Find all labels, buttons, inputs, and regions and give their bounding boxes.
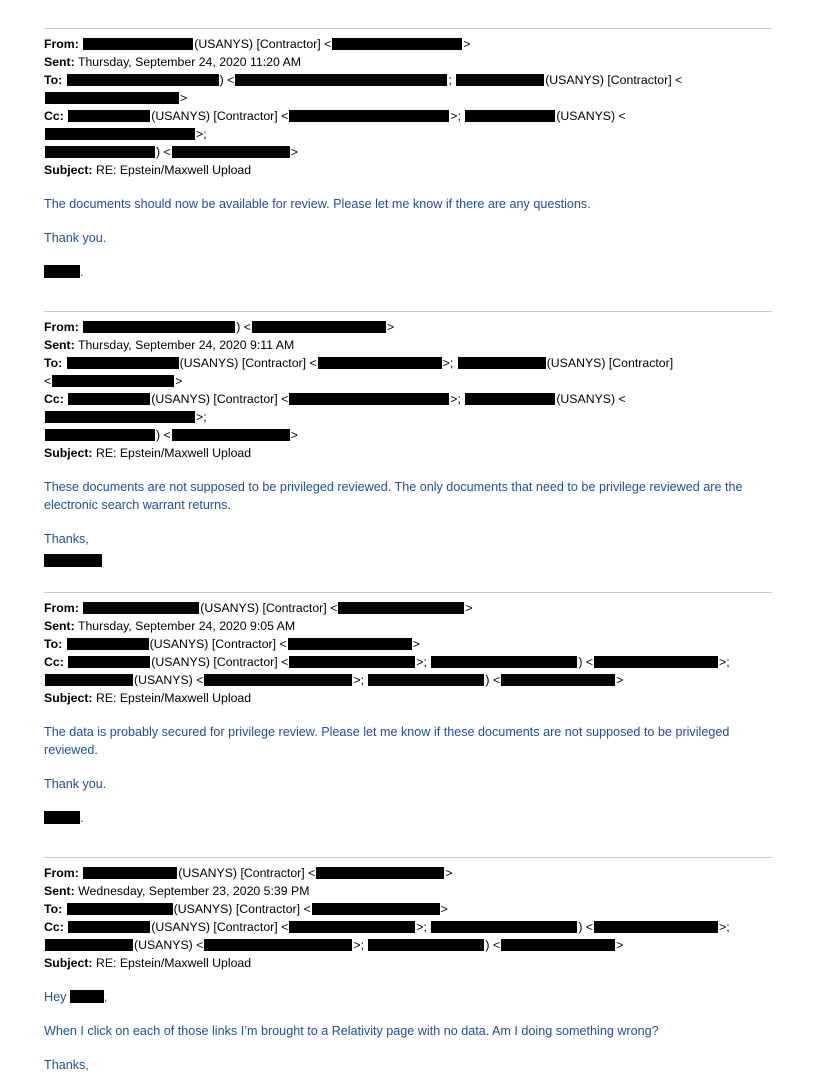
redaction-block (289, 656, 415, 668)
angle-close: > (180, 91, 188, 105)
paren-close: ) (219, 73, 224, 87)
redaction-block (68, 110, 150, 122)
semicolon: ; (360, 673, 364, 687)
usanys-contractor-text: (USANYS) [Contractor] < (194, 37, 332, 51)
from-label: From: (44, 601, 79, 615)
header-from-line (44, 318, 772, 336)
redaction-block (45, 939, 133, 951)
angle-open: < (243, 320, 251, 334)
redaction-block (83, 867, 177, 879)
redaction-block (67, 903, 173, 915)
message-gap (44, 570, 772, 592)
header-cc-line (44, 390, 772, 426)
email-message-3 (44, 592, 772, 827)
header-sent-line (44, 53, 772, 71)
angle-open: < (196, 673, 204, 687)
to-label: To: (44, 356, 63, 370)
sent-value: Thursday, September 24, 2020 11:20 AM (77, 55, 302, 69)
greeting-trailing: , (103, 990, 108, 1004)
angle-close: > (450, 392, 458, 406)
semicolon: ; (726, 655, 730, 669)
message-1-body-paragraph-2: Thank you. (44, 231, 107, 245)
redaction-block (289, 921, 415, 933)
angle-open: < (492, 938, 501, 952)
semicolon: ; (423, 920, 427, 934)
redaction-block (45, 411, 195, 423)
angle-open: < (585, 655, 594, 669)
usanys-contractor: (USANYS) [Contractor] (151, 655, 278, 669)
redaction-block (289, 110, 449, 122)
message-2-body-paragraph-1: These documents are not supposed to be privileged reviewed. The only documents that need to be privilege reviewed are the electronic search warrant returns. (44, 480, 743, 512)
header-from-line (44, 864, 772, 882)
header-from-line (44, 35, 772, 53)
usanys: (USANYS) (556, 392, 616, 406)
redaction-block (44, 811, 80, 824)
angle-close: > (412, 637, 420, 651)
from-label: From: (44, 37, 79, 51)
angle-open: < (281, 655, 289, 669)
signature-trailing: . (80, 265, 84, 279)
angle-open: < (281, 392, 289, 406)
redaction-block (235, 74, 447, 86)
angle-close: > (719, 920, 727, 934)
redaction-block (68, 393, 150, 405)
usanys-contractor: (USANYS) [Contractor] (151, 392, 278, 406)
redaction-block (431, 921, 577, 933)
message-gap (44, 827, 772, 857)
semicolon: ; (457, 392, 461, 406)
sent-label: Sent: (44, 619, 75, 633)
usanys: (USANYS) (134, 673, 193, 687)
redaction-block (318, 357, 442, 369)
usanys: (USANYS) (556, 109, 616, 123)
redaction-block (289, 393, 449, 405)
redaction-block (368, 674, 484, 686)
redaction-block (252, 321, 386, 333)
usanys-contractor: (USANYS) [Contractor] (200, 601, 327, 615)
angle-open: < (675, 73, 683, 87)
redaction-block (316, 867, 444, 879)
sent-value: Thursday, September 24, 2020 9:11 AM (77, 338, 295, 352)
greeting-text: Hey (44, 990, 67, 1004)
header-sent-line (44, 882, 772, 900)
signature-trailing: . (80, 811, 84, 825)
header-cc-line-2 (44, 671, 772, 689)
angle-close: > (450, 109, 458, 123)
message-1-signature (44, 263, 759, 281)
paren-close: ) (156, 428, 161, 442)
angle-open: < (618, 109, 626, 123)
angle-close: > (353, 673, 361, 687)
angle-close: > (386, 320, 395, 334)
message-2-signature (44, 552, 759, 570)
redaction-block (501, 674, 615, 686)
angle-open: < (618, 392, 626, 406)
subject-value: RE: Epstein/Maxwell Upload (95, 446, 252, 460)
header-from-line (44, 599, 772, 617)
redaction-block (52, 375, 174, 387)
angle-close: > (616, 938, 624, 952)
angle-open: < (585, 920, 594, 934)
redaction-block (501, 939, 615, 951)
header-cc-line-2 (44, 143, 772, 161)
cc-label: Cc: (44, 392, 64, 406)
redaction-block (45, 128, 195, 140)
usanys-contractor: (USANYS) [Contractor] (178, 866, 305, 880)
redaction-block (67, 74, 219, 86)
message-3-body-paragraph-2: Thank you. (44, 777, 107, 791)
semicolon: ; (726, 920, 730, 934)
to-label: To: (44, 902, 63, 916)
sent-label: Sent: (44, 884, 75, 898)
paren-close: ) (156, 145, 161, 159)
header-to-line (44, 900, 772, 918)
sent-label: Sent: (44, 338, 75, 352)
angle-close: > (196, 127, 204, 141)
redaction-block (45, 146, 155, 158)
redaction-block (431, 656, 577, 668)
header-to-line (44, 635, 772, 653)
semicolon: ; (449, 356, 454, 370)
message-4-body-paragraph-2: Thanks, (44, 1058, 89, 1072)
angle-open: < (279, 637, 287, 651)
subject-value: RE: Epstein/Maxwell Upload (95, 956, 252, 970)
angle-open: < (44, 374, 52, 388)
redaction-block (45, 674, 133, 686)
redaction-block (458, 357, 546, 369)
redaction-block (332, 38, 462, 50)
redaction-block (44, 265, 80, 278)
angle-close: > (463, 37, 471, 51)
angle-open: < (492, 673, 501, 687)
header-to-line (44, 71, 772, 107)
message-2-headers (44, 312, 772, 462)
redaction-block (83, 321, 235, 333)
message-1-headers (44, 29, 772, 179)
angle-close: > (416, 920, 424, 934)
angle-open: < (196, 938, 204, 952)
paren-close: ) (236, 320, 241, 334)
subject-label: Subject: (44, 163, 93, 177)
header-subject-line (44, 444, 772, 462)
paren-close: ) (485, 673, 490, 687)
redaction-block (172, 146, 290, 158)
redaction-block (368, 939, 484, 951)
angle-close: > (175, 374, 183, 388)
redaction-block (70, 990, 104, 1003)
semicolon: ; (203, 127, 207, 141)
angle-close: > (196, 410, 204, 424)
redaction-block (44, 554, 102, 567)
message-gap (44, 281, 772, 311)
message-4-greeting (44, 988, 759, 1006)
subject-label: Subject: (44, 691, 93, 705)
angle-close: > (290, 145, 298, 159)
angle-close: > (442, 356, 450, 370)
subject-label: Subject: (44, 956, 93, 970)
email-message-4 (44, 857, 772, 1074)
header-cc-line-2 (44, 426, 772, 444)
angle-open: < (309, 356, 317, 370)
angle-close: > (416, 655, 424, 669)
header-cc-line (44, 653, 772, 671)
header-subject-line (44, 954, 772, 972)
redaction-block (45, 92, 179, 104)
cc-label: Cc: (44, 920, 64, 934)
subject-label: Subject: (44, 446, 93, 460)
angle-close: > (719, 655, 727, 669)
usanys-contractor: (USANYS) [Contractor] (151, 920, 278, 934)
usanys-contractor: (USANYS) [Contractor] (173, 902, 301, 916)
header-sent-line (44, 336, 772, 354)
angle-close: > (290, 428, 298, 442)
angle-open: < (227, 73, 235, 87)
header-subject-line (44, 689, 772, 707)
email-message-1 (44, 28, 772, 281)
usanys-contractor: (USANYS) [Contractor] (545, 73, 672, 87)
message-3-headers (44, 593, 772, 707)
redaction-block (68, 656, 150, 668)
message-1-body-paragraph-1: The documents should now be available for review. Please let me know if there are any questions. (44, 197, 591, 211)
redaction-block (338, 602, 464, 614)
angle-open: < (308, 866, 316, 880)
sent-label: Sent: (44, 55, 75, 69)
angle-close: > (440, 902, 448, 916)
semicolon: ; (457, 109, 461, 123)
paren-close: ) (578, 655, 583, 669)
angle-open: < (163, 145, 171, 159)
angle-open: < (303, 902, 311, 916)
subject-value: RE: Epstein/Maxwell Upload (95, 163, 252, 177)
email-message-2 (44, 311, 772, 570)
redaction-block (288, 638, 412, 650)
header-subject-line (44, 161, 772, 179)
redaction-block (594, 921, 718, 933)
semicolon: ; (423, 655, 427, 669)
usanys-contractor: (USANYS) [Contractor] (151, 109, 278, 123)
cc-label: Cc: (44, 109, 64, 123)
header-cc-line-2 (44, 936, 772, 954)
angle-open: < (330, 601, 338, 615)
redaction-block (204, 674, 352, 686)
usanys-contractor: (USANYS) [Contractor] (149, 637, 277, 651)
header-to-line-2 (44, 372, 772, 390)
redaction-block (172, 429, 290, 441)
semicolon: ; (203, 410, 207, 424)
angle-close: > (353, 938, 361, 952)
redaction-block (465, 110, 555, 122)
to-label: To: (44, 73, 63, 87)
redaction-block (83, 38, 193, 50)
message-2-body-paragraph-2: Thanks, (44, 532, 89, 546)
message-4-headers (44, 858, 772, 972)
message-3-body-paragraph-1: The data is probably secured for privilege review. Please let me know if these documents are not supposed to be privileged reviewed. (44, 725, 730, 757)
usanys-contractor: (USANYS) [Contractor] (179, 356, 307, 370)
from-label: From: (44, 320, 79, 334)
from-label: From: (44, 866, 79, 880)
sent-value: Wednesday, September 23, 2020 5:39 PM (78, 884, 310, 898)
angle-open: < (163, 428, 171, 442)
header-cc-line (44, 107, 772, 143)
header-sent-line (44, 617, 772, 635)
paren-close: ) (485, 938, 490, 952)
semicolon: ; (448, 73, 452, 87)
subject-value: RE: Epstein/Maxwell Upload (95, 691, 252, 705)
redaction-block (456, 74, 544, 86)
redaction-block (594, 656, 718, 668)
angle-open: < (281, 109, 289, 123)
semicolon: ; (360, 938, 364, 952)
to-label: To: (44, 637, 63, 651)
header-to-line (44, 354, 772, 372)
redaction-block (45, 429, 155, 441)
angle-close: > (616, 673, 624, 687)
usanys: (USANYS) (134, 938, 193, 952)
redaction-block (83, 602, 199, 614)
redaction-block (68, 921, 150, 933)
redaction-block (465, 393, 555, 405)
redaction-block (204, 939, 352, 951)
cc-label: Cc: (44, 655, 64, 669)
angle-open: < (281, 920, 289, 934)
message-4-body-paragraph-1: When I click on each of those links I’m brought to a Relativity page with no data. Am I doing something wrong? (44, 1024, 659, 1038)
redaction-block (67, 357, 179, 369)
sent-value: Thursday, September 24, 2020 9:05 AM (77, 619, 296, 633)
paren-close: ) (578, 920, 583, 934)
header-cc-line (44, 918, 772, 936)
usanys-contractor: (USANYS) [Contractor] (546, 356, 674, 370)
redaction-block (67, 638, 149, 650)
redaction-block (312, 903, 440, 915)
angle-close: > (465, 601, 473, 615)
angle-close: > (445, 866, 453, 880)
message-3-signature (44, 809, 759, 827)
